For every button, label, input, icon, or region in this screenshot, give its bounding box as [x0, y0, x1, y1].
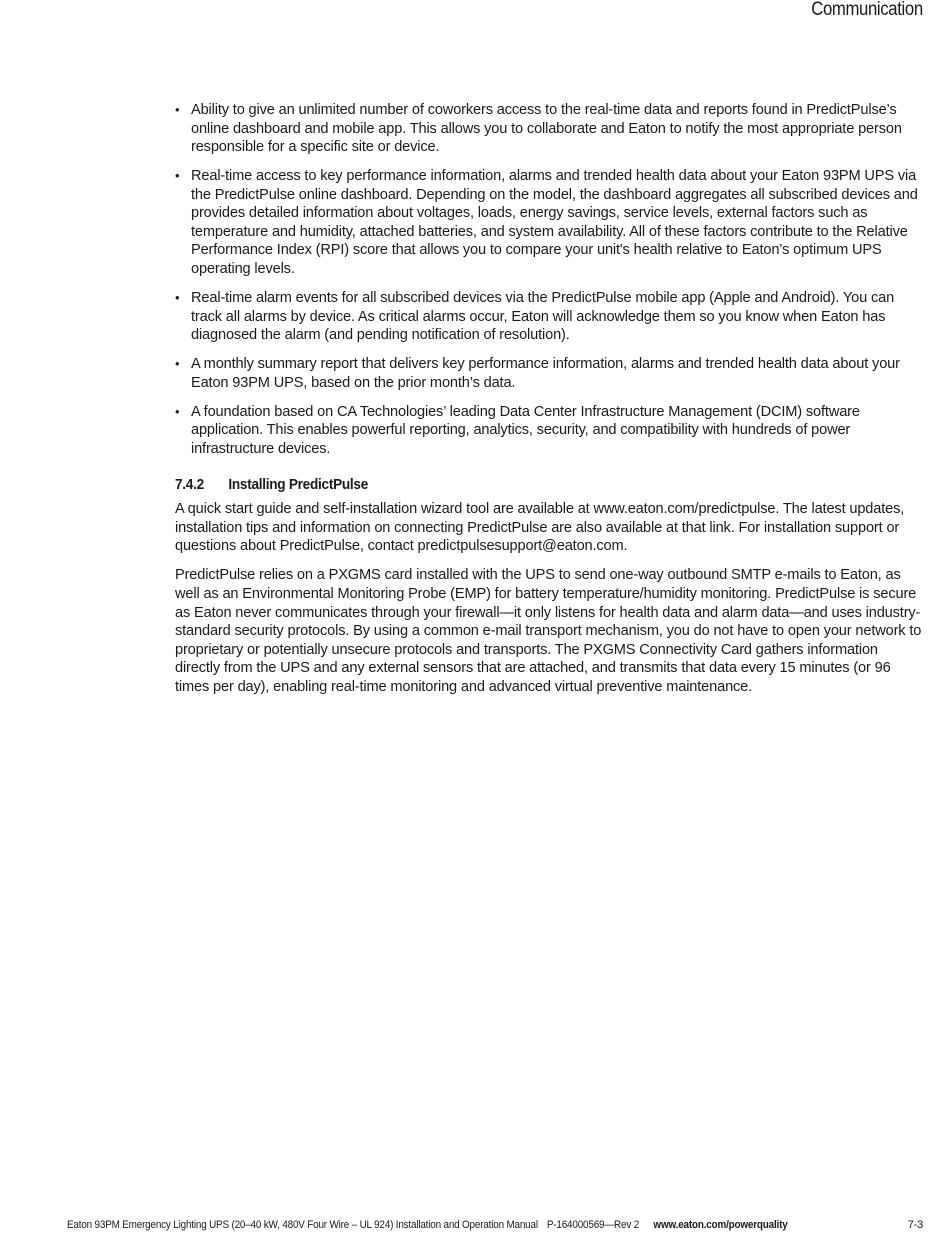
- list-item-text: Ability to give an unlimited number of coworkers access to the real-time data and reports found in PredictPulse’s online dashboard and mobile app. This allows you to collaborate and Eaton to notify the most appropriate person responsible for a specific site or device.: [191, 102, 902, 156]
- list-item-text: A foundation based on CA Technologies’ leading Data Center Infrastructure Management (DCIM) software application. This enables powerful reporting, analytics, security, and compatibility with hundreds of power infrastructure devices.: [191, 403, 860, 457]
- bullet-icon: •: [175, 403, 180, 419]
- footer-url-link[interactable]: www.eaton.com/powerquality: [653, 1219, 788, 1231]
- footer-doc-number: P-164000569—Rev 2: [546, 1219, 640, 1231]
- bullet-icon: •: [175, 356, 180, 372]
- page-header-section-title: Communication: [811, 0, 923, 20]
- footer-page-number: 7-3: [907, 1219, 923, 1231]
- main-content: [175, 101, 925, 707]
- section-heading: [175, 477, 865, 493]
- bullet-icon: •: [175, 289, 180, 305]
- list-item-text: A monthly summary report that delivers key performance information, alarms and trended health data about your Eaton 93PM UPS, based on the prior month’s data.: [191, 356, 900, 391]
- paragraph-pxgms-card: PredictPulse relies on a PXGMS card installed with the UPS to send one-way outbound SMTP e-mails to Eaton, as well as an Environmental Monitoring Probe (EMP) for battery temperature/humidity monitoring. PredictPulse is secure as Eaton never communicates through your firewall—it only listens for health data and alarm data—and uses industry-standard security protocols. By using a common e-mail transport mechanism, you do not have to open your network to proprietary or potentially unsecure protocols and transports. The PXGMS Connectivity Card gathers information directly from the UPS and any external sensors that are attached, and transmits that data every 15 minutes (or 96 times per day), enabling real-time monitoring and advanced virtual preventive maintenance.: [175, 567, 922, 695]
- list-item: [175, 403, 925, 459]
- footer-left: [67, 1219, 788, 1231]
- bullet-icon: •: [175, 102, 180, 117]
- list-item: [175, 355, 925, 392]
- list-item: [175, 289, 925, 345]
- list-item: [175, 167, 925, 279]
- page-footer: [67, 1219, 923, 1231]
- list-item-text: Real-time access to key performance information, alarms and trended health data about your Eaton 93PM UPS via the PredictPulse online dashboard. Depending on the model, the dashboard aggregates all subscribed devices and provides detailed information about voltages, loads, energy savings, service levels, external factors such as temperature and humidity, attached batteries, and system availability. All of these factors contribute to the Relative Performance Index (RPI) score that allows you to compare your unit's health relative to Eaton’s optimum UPS operating levels.: [191, 168, 918, 278]
- feature-bullet-list: [175, 101, 925, 458]
- list-item-text: Real-time alarm events for all subscribed devices via the PredictPulse mobile app (Apple and Android). You can track all alarms by device. As critical alarms occur, Eaton will acknowledge them so you know when Eaton has diagnosed the alarm (and pending notification of resolution).: [191, 289, 895, 344]
- section-number: 7.4.2: [175, 477, 204, 494]
- list-item: [175, 101, 925, 157]
- footer-manual-title: Eaton 93PM Emergency Lighting UPS (20–40 kW, 480V Four Wire – UL 924) Installation and Operation Manual: [67, 1219, 538, 1231]
- paragraph-installation-guide: A quick start guide and self-installation wizard tool are available at www.eaton.com/predictpulse. The latest updates, installation tips and information on connecting PredictPulse are also available at that link. For installation support or questions about PredictPulse, contact predictpulsesupport@eaton.com.: [175, 501, 905, 555]
- section-title: Installing PredictPulse: [228, 477, 369, 494]
- bullet-icon: •: [175, 168, 180, 184]
